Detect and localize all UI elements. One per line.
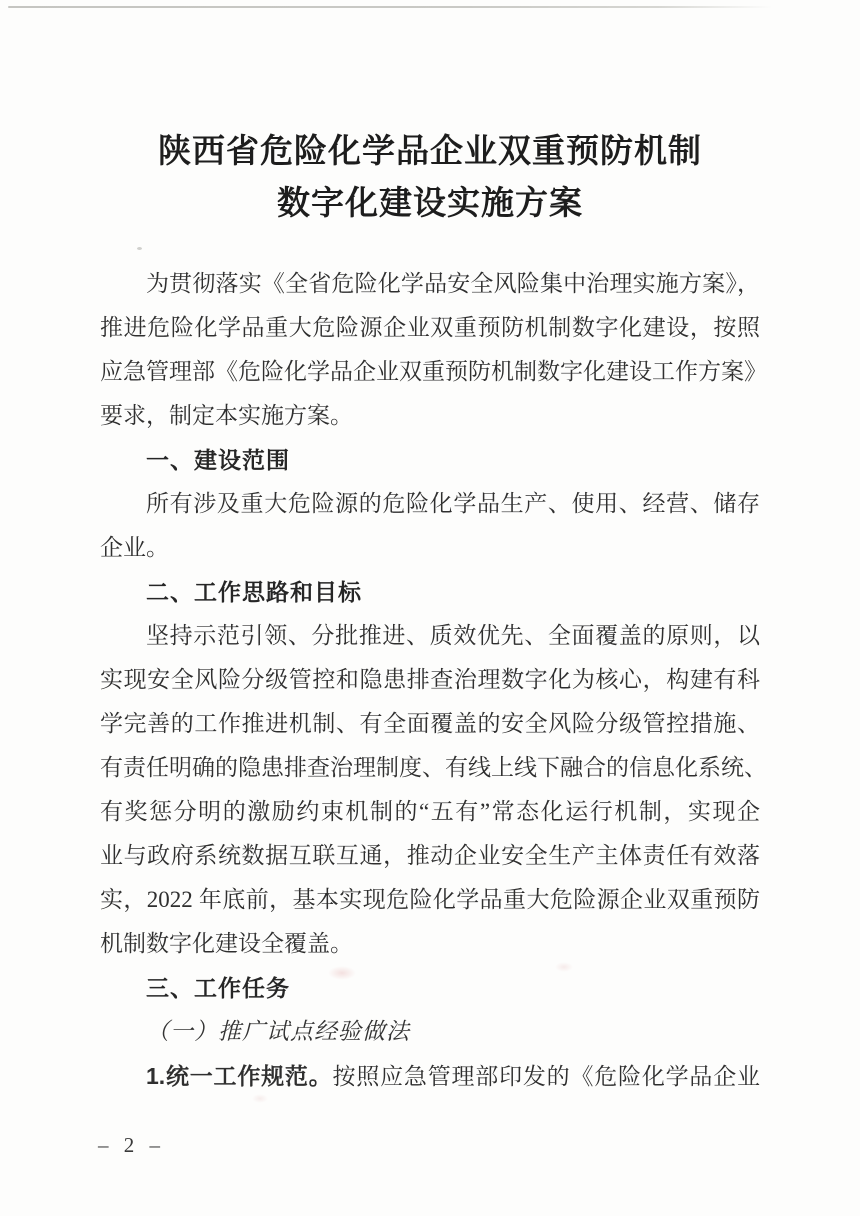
section-2-line-1: 坚持示范引领、分批推进、质效优先、全面覆盖的原则，以 <box>146 623 760 648</box>
section-1-line-1: 所有涉及重大危险源的危险化学品生产、使用、经营、储存 <box>146 491 760 516</box>
section-1-heading: 一、建设范围 <box>146 447 290 473</box>
intro-line-1: 为贯彻落实《全省危险化学品安全风险集中治理实施方案》， <box>146 271 760 296</box>
section-3-heading: 三、工作任务 <box>146 975 290 1001</box>
section-2-line-5: 有奖惩分明的激励约束机制的“五有”常态化运行机制，实现企 <box>100 799 760 824</box>
section-2-heading: 二、工作思路和目标 <box>146 579 362 605</box>
document-title <box>0 126 860 230</box>
section-3-item-1-label: 1.统一工作规范。 <box>146 1063 333 1089</box>
section-3-subheading: （一）推广试点经验做法 <box>146 1019 410 1044</box>
intro-line-4: 要求，制定本实施方案。 <box>100 403 353 428</box>
section-3-item-1-text: 按照应急管理部印发的《危险化学品企业 <box>332 1064 761 1089</box>
intro-line-2: 推进危险化学品重大危险源企业双重预防机制数字化建设，按照 <box>100 315 760 340</box>
page-number: – 2 – <box>98 1133 165 1157</box>
document-title-line-2: 数字化建设实施方案 <box>277 186 583 222</box>
section-1-line-2: 企业。 <box>100 535 169 560</box>
section-2-line-6: 业与政府系统数据互联互通，推动企业安全生产主体责任有效落 <box>100 843 760 868</box>
section-2-line-7: 实，2022 年底前，基本实现危险化学品重大危险源企业双重预防 <box>100 887 760 912</box>
section-2-line-3: 学完善的工作推进机制、有全面覆盖的安全风险分级管控措施、 <box>100 711 760 736</box>
section-2-line-4: 有责任明确的隐患排查治理制度、有线上线下融合的信息化系统、 <box>100 755 767 780</box>
scan-speck <box>137 247 142 250</box>
document-body <box>100 262 767 1098</box>
section-2-line-8: 机制数字化建设全覆盖。 <box>100 931 353 956</box>
section-2-line-2: 实现安全风险分级管控和隐患排查治理数字化为核心，构建有科 <box>100 667 760 692</box>
section-3-item-1 <box>100 1054 760 1098</box>
intro-line-3: 应急管理部《危险化学品企业双重预防机制数字化建设工作方案》 <box>100 359 767 384</box>
scan-artifact-line <box>8 6 772 8</box>
document-title-line-1: 陕西省危险化学品企业双重预防机制 <box>158 134 702 170</box>
